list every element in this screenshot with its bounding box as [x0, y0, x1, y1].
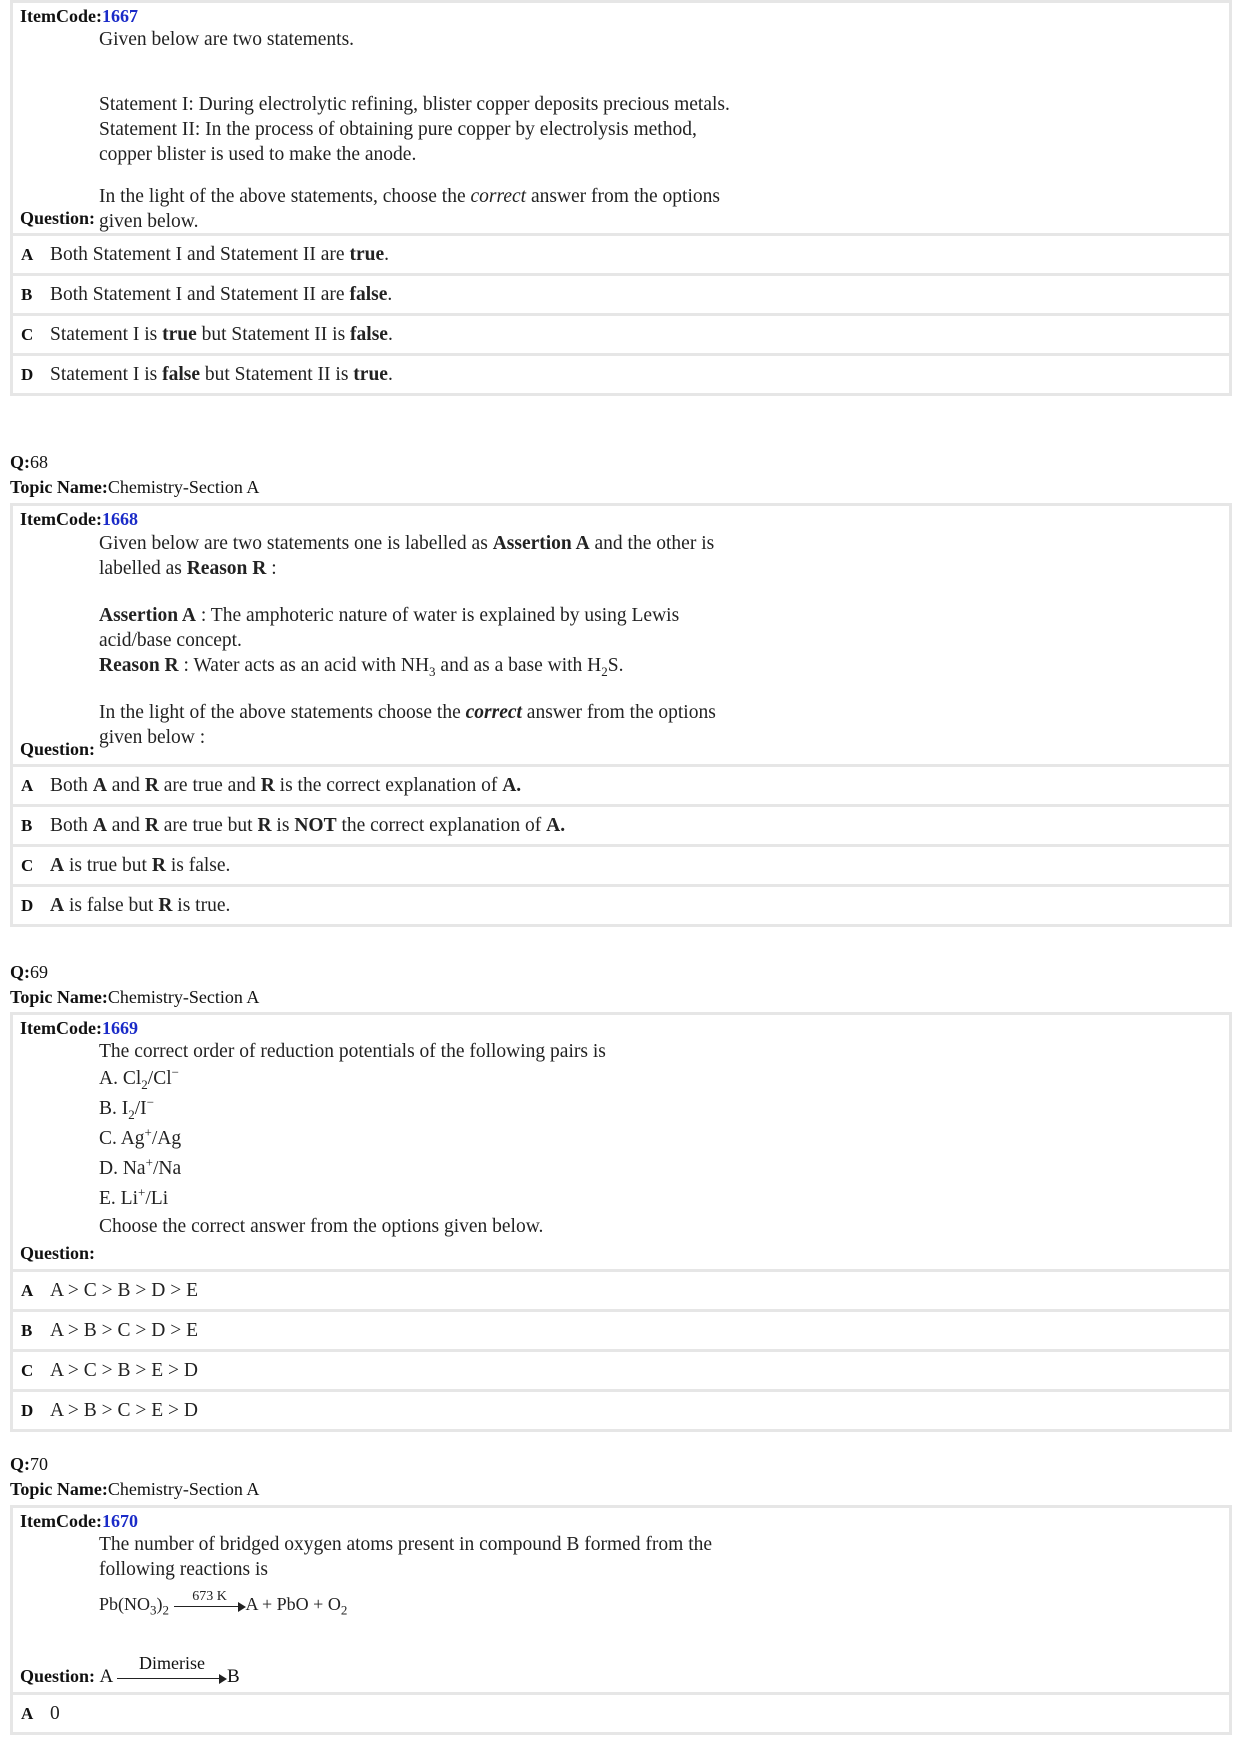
- question-box-69: [13, 1015, 1229, 1272]
- option-text: Both Statement I and Statement II are false.: [50, 284, 393, 305]
- option-letter: B: [21, 285, 33, 304]
- q69-instruction: Choose the correct answer from the options given below.: [99, 1216, 544, 1237]
- topic-name: Topic Name:Chemistry-Section A: [10, 1479, 260, 1499]
- topic-name: Topic Name:Chemistry-Section A: [10, 477, 260, 497]
- option-text: Both A and R are true but R is NOT the correct explanation of A.: [50, 815, 566, 836]
- q68-intro: Given below are two statements one is labelled as Assertion A and the other is: [99, 533, 715, 554]
- item-code-number: 1669: [101, 1018, 138, 1038]
- q68-assertion: Assertion A : The amphoteric nature of water is explained by using Lewis: [99, 605, 680, 626]
- question-number: Q:69: [10, 962, 48, 982]
- q67-statement-2b: copper blister is used to make the anode.: [99, 144, 417, 165]
- question-block-70: [10, 1505, 1232, 1735]
- option-b[interactable]: [13, 807, 1229, 847]
- option-text: A > C > B > D > E: [50, 1280, 199, 1301]
- option-a[interactable]: [13, 236, 1229, 276]
- item-code-line: [20, 1510, 138, 1532]
- item-code-label: ItemCode:: [20, 1018, 102, 1038]
- option-text: Statement I is false but Statement II is true.: [50, 364, 393, 385]
- option-text: A > C > B > E > D: [50, 1360, 199, 1381]
- question-number: Q:70: [10, 1454, 48, 1474]
- question-text-70: [99, 1532, 712, 1617]
- question-block-69: [10, 1012, 1232, 1432]
- item-code-number: 1668: [101, 509, 138, 529]
- topic-name: Topic Name:Chemistry-Section A: [10, 987, 260, 1007]
- option-letter: A: [21, 245, 34, 264]
- q69-intro: The correct order of reduction potentials of the following pairs is: [99, 1041, 606, 1062]
- option-c[interactable]: [13, 847, 1229, 887]
- option-text: A is false but R is true.: [50, 895, 231, 916]
- q67-instruction: In the light of the above statements, choose the correct answer from the options: [99, 186, 720, 207]
- q69-pair-d: D. Na+/Na: [99, 1154, 182, 1179]
- option-text: Statement I is true but Statement II is false.: [50, 324, 393, 345]
- q68-reason: Reason R : Water acts as an acid with $NH_3$ and as a base with $H_2S$.: [99, 655, 624, 679]
- q68-assertion-cont: acid/base concept.: [99, 630, 242, 651]
- option-a[interactable]: [13, 767, 1229, 807]
- question-text-68: [99, 531, 716, 750]
- item-code-line: [20, 508, 138, 530]
- q70-reaction-2: A Dimerise B: [99, 1652, 240, 1687]
- option-letter: D: [21, 896, 34, 915]
- option-text: A > B > C > E > D: [50, 1400, 199, 1421]
- option-letter: A: [21, 776, 34, 795]
- option-letter: C: [21, 856, 34, 875]
- q68-intro-cont: labelled as Reason R :: [99, 558, 277, 579]
- question-text-67: [99, 27, 730, 234]
- question-box-70: [13, 1508, 1229, 1695]
- q70-intro-cont: following reactions is: [99, 1559, 268, 1580]
- option-letter: A: [21, 1704, 34, 1723]
- question-header-69: [10, 960, 259, 1010]
- q67-intro: Given below are two statements.: [99, 29, 355, 50]
- option-text: Both A and R are true and R is the correct explanation of A.: [50, 775, 522, 796]
- option-c[interactable]: [13, 1352, 1229, 1392]
- reaction-arrow: 673 K: [174, 1599, 246, 1613]
- option-text: A > B > C > D > E: [50, 1320, 199, 1341]
- option-b[interactable]: [13, 276, 1229, 316]
- q69-pair-a: A. $Cl_2/Cl^-$: [99, 1064, 179, 1092]
- option-text: 0: [50, 1703, 60, 1724]
- q67-instruction-cont: given below.: [99, 211, 199, 232]
- q68-instruction: In the light of the above statements choose the correct answer from the options: [99, 702, 716, 723]
- item-code-number: 1670: [101, 1511, 138, 1531]
- item-code-label: ItemCode:: [20, 1511, 102, 1531]
- item-code-number: 1667: [101, 6, 138, 26]
- option-letter: B: [21, 1321, 33, 1340]
- option-d[interactable]: [13, 356, 1229, 393]
- option-a[interactable]: [13, 1272, 1229, 1312]
- item-code-line: [20, 1017, 138, 1039]
- item-code-line: [20, 5, 138, 27]
- option-letter: D: [21, 1401, 34, 1420]
- option-a[interactable]: [13, 1695, 1229, 1732]
- item-code-label: ItemCode:: [20, 6, 102, 26]
- q69-pair-c: C. Ag+/Ag: [99, 1124, 182, 1149]
- q69-pair-e: E. Li+/Li: [99, 1184, 169, 1209]
- question-text-69: [99, 1039, 606, 1239]
- question-label: Question:: [20, 1243, 96, 1263]
- question-label: Question:: [20, 739, 96, 759]
- option-c[interactable]: [13, 316, 1229, 356]
- question-block-67: [10, 0, 1232, 396]
- q67-statement-1: Statement I: During electrolytic refining, blister copper deposits precious metals.: [99, 94, 730, 115]
- option-letter: B: [21, 816, 33, 835]
- option-letter: A: [21, 1281, 34, 1300]
- option-d[interactable]: [13, 1392, 1229, 1429]
- question-label: Question: A Dimerise B: [20, 1652, 240, 1687]
- option-text: Both Statement I and Statement II are true.: [50, 244, 389, 265]
- q67-statement-2a: Statement II: In the process of obtaining pure copper by electrolysis method,: [99, 119, 697, 140]
- question-block-68: [10, 503, 1232, 927]
- question-box-67: [13, 3, 1229, 236]
- question-header-68: [10, 450, 259, 500]
- option-text: A is true but R is false.: [50, 855, 231, 876]
- option-letter: D: [21, 365, 34, 384]
- option-d[interactable]: [13, 887, 1229, 924]
- q70-intro: The number of bridged oxygen atoms present in compound B formed from the: [99, 1534, 713, 1555]
- q70-reaction-1: $Pb(NO_3)_2$ 673 K A + PbO + $O_2$: [99, 1588, 348, 1618]
- q69-pair-b: B. $I_2/I^-$: [99, 1094, 155, 1122]
- question-label: Question:: [20, 208, 96, 228]
- q68-instruction-cont: given below :: [99, 727, 206, 748]
- option-letter: C: [21, 1361, 34, 1380]
- question-number: Q:68: [10, 452, 48, 472]
- question-box-68: [13, 506, 1229, 767]
- option-letter: C: [21, 325, 34, 344]
- item-code-label: ItemCode:: [20, 509, 102, 529]
- option-b[interactable]: [13, 1312, 1229, 1352]
- question-header-70: [10, 1452, 259, 1502]
- reaction-arrow: Dimerise: [117, 1671, 227, 1685]
